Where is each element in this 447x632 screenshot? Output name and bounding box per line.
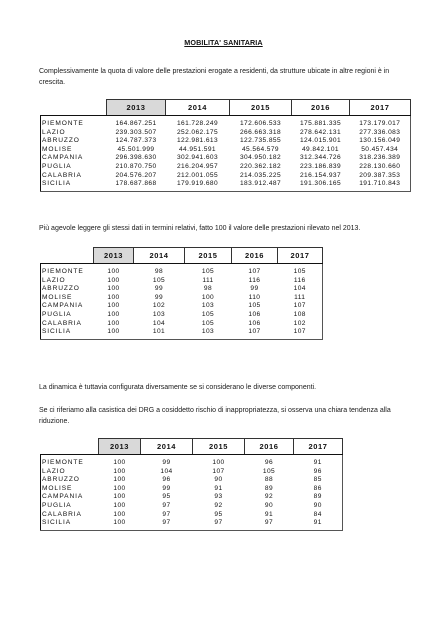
value-cell: 100: [107, 310, 120, 318]
index-drg-table: [40, 438, 343, 531]
value-cell: 45.564.579: [241, 145, 279, 153]
value-cell: 100: [212, 459, 225, 466]
value-cell: 252.062.175: [176, 128, 219, 136]
index-total-table-body: [41, 264, 323, 340]
value-cell: 216.204.957: [176, 162, 219, 170]
region-cell: PUGLIA: [41, 502, 99, 511]
year-header: 2014: [141, 439, 193, 455]
index-total-table: [40, 247, 323, 340]
value-cell: 100: [113, 459, 126, 466]
value-cell: 122.735.855: [239, 137, 282, 145]
value-cell: 178.687.868: [107, 180, 166, 191]
value-cell: 130.156.049: [350, 137, 411, 146]
header-corner: [41, 439, 99, 455]
region-cell: MOLISE: [41, 485, 99, 494]
value-cell: 96: [294, 468, 343, 477]
values-table-body: [41, 116, 411, 192]
value-cell: 175.881.335: [299, 120, 342, 127]
value-cell: 90: [214, 476, 223, 484]
value-cell: 84: [294, 511, 343, 520]
value-cell: 100: [107, 319, 120, 327]
value-cell: 102: [152, 302, 166, 310]
value-cell: 49.842.101: [301, 145, 339, 153]
value-cell: 98: [203, 285, 213, 293]
value-cell: 95: [214, 510, 223, 518]
value-cell: 204.576.207: [115, 171, 157, 179]
region-cell: LAZIO: [41, 277, 94, 286]
value-cell: 266.663.318: [239, 128, 282, 136]
value-cell: 91: [214, 484, 223, 492]
value-cell: 105: [278, 264, 323, 277]
table-row: [41, 328, 323, 339]
value-cell: 107: [248, 268, 261, 275]
table-row: [41, 146, 411, 155]
value-cell: 172.606.533: [239, 120, 282, 127]
region-cell: PUGLIA: [41, 163, 107, 172]
value-cell: 104: [160, 467, 173, 475]
value-cell: 277.336.083: [350, 129, 411, 138]
table-row: [41, 502, 343, 511]
value-cell: 93: [214, 493, 223, 501]
value-cell: 239.303.507: [115, 128, 157, 136]
table-row: [41, 163, 411, 172]
table-row: [41, 455, 343, 468]
value-cell: 104: [278, 285, 323, 294]
value-cell: 97: [193, 519, 245, 530]
value-cell: 223.186.839: [299, 162, 342, 170]
value-cell: 91: [264, 510, 274, 518]
table-row: [41, 468, 343, 477]
header-corner: [41, 100, 107, 116]
region-cell: MOLISE: [41, 294, 94, 303]
value-cell: 104: [152, 319, 166, 327]
value-cell: 122.981.613: [176, 137, 219, 145]
year-header: 2013: [107, 100, 166, 116]
header-corner: [41, 248, 94, 264]
table-row: [41, 129, 411, 138]
region-cell: CALABRIA: [41, 320, 94, 329]
values-table-header: [41, 100, 411, 116]
value-cell: 103: [201, 302, 215, 310]
value-cell: 95: [162, 493, 171, 501]
region-cell: LAZIO: [41, 129, 107, 138]
value-cell: 96: [264, 459, 274, 466]
value-cell: 99: [162, 484, 171, 492]
value-cell: 100: [113, 510, 126, 518]
value-cell: 45.501.999: [117, 145, 155, 153]
value-cell: 44.951.591: [178, 145, 216, 153]
value-cell: 116: [278, 277, 323, 286]
value-cell: 100: [113, 467, 126, 475]
page-title: MOBILITA' SANITARIA: [184, 38, 263, 47]
value-cell: 100: [107, 302, 120, 310]
region-cell: SICILIA: [41, 328, 94, 339]
year-header: 2017: [294, 439, 343, 455]
value-cell: 100: [113, 501, 126, 509]
table-row: [41, 154, 411, 163]
header-row: [41, 100, 411, 116]
value-cell: 100: [107, 276, 120, 284]
table-row: [41, 511, 343, 520]
value-cell: 100: [107, 285, 120, 293]
value-cell: 106: [248, 310, 261, 318]
value-cell: 99: [162, 459, 171, 466]
value-cell: 210.870.750: [115, 162, 157, 170]
value-cell: 296.398.630: [115, 154, 157, 162]
table-row: [41, 285, 323, 294]
value-cell: 183.912.487: [230, 180, 292, 191]
value-cell: 90: [264, 501, 274, 509]
year-header: 2015: [185, 248, 232, 264]
value-cell: 209.387.353: [350, 172, 411, 181]
value-cell: 100: [99, 519, 141, 530]
table-row: [41, 180, 411, 191]
region-cell: PIEMONTE: [41, 116, 107, 129]
value-cell: 278.642.131: [299, 128, 342, 136]
value-cell: 124.015.901: [299, 137, 342, 145]
value-cell: 105: [262, 467, 276, 475]
value-cell: 89: [294, 493, 343, 502]
region-cell: CALABRIA: [41, 172, 107, 181]
year-header: 2017: [278, 248, 323, 264]
region-cell: LAZIO: [41, 468, 99, 477]
table-row: [41, 264, 323, 277]
value-cell: 105: [248, 302, 261, 310]
value-cell: 191.306.165: [292, 180, 350, 191]
value-cell: 228.130.660: [350, 163, 411, 172]
value-cell: 212.001.055: [176, 171, 219, 179]
value-cell: 101: [134, 328, 185, 339]
header-row: [41, 439, 343, 455]
value-cell: 107: [212, 467, 225, 475]
region-cell: PIEMONTE: [41, 455, 99, 468]
value-cell: 110: [248, 293, 261, 301]
value-cell: 105: [201, 319, 215, 327]
year-header: 2013: [99, 439, 141, 455]
region-cell: CAMPANIA: [41, 154, 107, 163]
value-cell: 96: [162, 476, 171, 484]
header-row: [41, 248, 323, 264]
table-row: [41, 519, 343, 530]
value-cell: 97: [245, 519, 294, 530]
table-row: [41, 493, 343, 502]
table-row: [41, 476, 343, 485]
year-header: 2014: [134, 248, 185, 264]
value-cell: 100: [113, 476, 126, 484]
value-cell: 107: [232, 328, 278, 339]
values-table: [40, 99, 411, 192]
value-cell: 91: [294, 519, 343, 530]
region-cell: PIEMONTE: [41, 264, 94, 277]
year-header: 2016: [292, 100, 350, 116]
region-cell: ABRUZZO: [41, 137, 107, 146]
year-header: 2013: [94, 248, 134, 264]
table-row: [41, 137, 411, 146]
year-header: 2014: [166, 100, 230, 116]
value-cell: 91: [294, 455, 343, 468]
region-cell: SICILIA: [41, 519, 99, 530]
table-row: [41, 311, 323, 320]
value-cell: 302.941.603: [176, 154, 219, 162]
value-cell: 111: [202, 276, 214, 284]
value-cell: 214.035.225: [239, 171, 282, 179]
intro-paragraph: Complessivamente la quota di valore delle prestazioni erogate a residenti, da strutture ubicate in altre regioni è in crescita.: [39, 68, 390, 86]
value-cell: 105: [201, 310, 215, 318]
region-cell: CAMPANIA: [41, 493, 99, 502]
value-cell: 111: [278, 294, 323, 303]
value-cell: 107: [278, 302, 323, 311]
value-cell: 92: [214, 501, 223, 509]
value-cell: 164.867.251: [115, 120, 157, 127]
index-total-table-header: [41, 248, 323, 264]
value-cell: 99: [250, 285, 259, 293]
value-cell: 107: [278, 328, 323, 339]
drg-paragraph: Se ci riferiamo alla casistica dei DRG a cosiddetto rischio di inappropriatezza, si osserva una chiara tendenza alla riduzione.: [39, 407, 391, 425]
value-cell: 100: [107, 268, 120, 275]
value-cell: 86: [294, 485, 343, 494]
table-row: [41, 302, 323, 311]
value-cell: 108: [278, 311, 323, 320]
value-cell: 98: [154, 268, 164, 275]
value-cell: 100: [113, 484, 126, 492]
relative-paragraph: Più agevole leggere gli stessi dati in termini relativi, fatto 100 il valore delle prestazioni rilevato nel 2013.: [39, 225, 361, 232]
table-row: [41, 277, 323, 286]
value-cell: 105: [201, 268, 215, 275]
year-header: 2015: [230, 100, 292, 116]
value-cell: 97: [162, 501, 171, 509]
value-cell: 124.787.373: [115, 137, 157, 145]
year-header: 2016: [245, 439, 294, 455]
value-cell: 304.950.182: [239, 154, 282, 162]
value-cell: 100: [107, 293, 120, 301]
value-cell: 92: [264, 493, 274, 501]
value-cell: 318.236.389: [350, 154, 411, 163]
region-cell: PUGLIA: [41, 311, 94, 320]
index-drg-table-body: [41, 455, 343, 531]
table-row: [41, 294, 323, 303]
dynamics-paragraph: La dinamica è tuttavia configurata diversamente se si considerano le diverse componenti.: [39, 384, 317, 391]
value-cell: 312.344.726: [299, 154, 342, 162]
value-cell: 191.710.843: [350, 180, 411, 191]
region-cell: CALABRIA: [41, 511, 99, 520]
table-row: [41, 172, 411, 181]
value-cell: 116: [248, 276, 261, 284]
index-drg-table-header: [41, 439, 343, 455]
value-cell: 103: [152, 310, 166, 318]
value-cell: 88: [264, 476, 274, 484]
value-cell: 97: [162, 510, 171, 518]
value-cell: 99: [154, 285, 164, 293]
value-cell: 103: [185, 328, 232, 339]
value-cell: 100: [94, 328, 134, 339]
region-cell: SICILIA: [41, 180, 107, 191]
region-cell: CAMPANIA: [41, 302, 94, 311]
year-header: 2016: [232, 248, 278, 264]
value-cell: 161.728.249: [176, 120, 219, 127]
value-cell: 106: [248, 319, 261, 327]
year-header: 2015: [193, 439, 245, 455]
region-cell: MOLISE: [41, 146, 107, 155]
value-cell: 100: [113, 493, 126, 501]
value-cell: 89: [264, 484, 274, 492]
year-header: 2017: [350, 100, 411, 116]
table-row: [41, 485, 343, 494]
value-cell: 97: [141, 519, 193, 530]
value-cell: 100: [201, 293, 215, 301]
table-row: [41, 320, 323, 329]
value-cell: 90: [294, 502, 343, 511]
value-cell: 179.919.680: [166, 180, 230, 191]
value-cell: 85: [294, 476, 343, 485]
value-cell: 173.179.017: [350, 116, 411, 129]
value-cell: 220.362.182: [239, 162, 282, 170]
value-cell: 50.457.434: [350, 146, 411, 155]
value-cell: 102: [278, 320, 323, 329]
table-row: [41, 116, 411, 129]
value-cell: 99: [154, 293, 164, 301]
value-cell: 105: [152, 276, 166, 284]
value-cell: 216.154.937: [299, 171, 342, 179]
region-cell: ABRUZZO: [41, 285, 94, 294]
region-cell: ABRUZZO: [41, 476, 99, 485]
